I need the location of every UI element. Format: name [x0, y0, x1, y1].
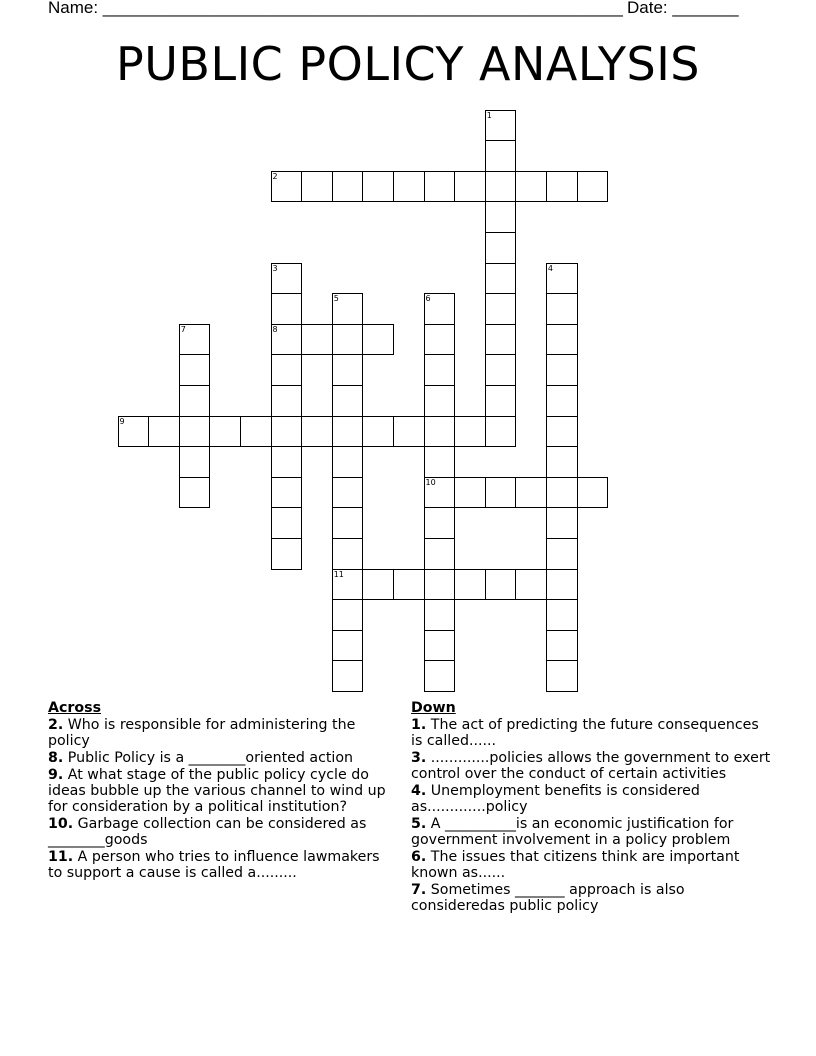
grid-cell[interactable]: [454, 569, 486, 601]
cell-number: 7: [180, 324, 186, 334]
grid-cell[interactable]: [577, 477, 609, 509]
grid-cell[interactable]: [301, 171, 333, 203]
grid-cell[interactable]: [546, 599, 578, 631]
grid-cell[interactable]: [424, 507, 456, 539]
grid-cell[interactable]: [546, 416, 578, 448]
cell-number: 6: [425, 294, 431, 304]
clue-text: A person who tries to influence lawmakers to support a cause is called a.........: [48, 849, 380, 881]
grid-cell[interactable]: [454, 416, 486, 448]
grid-cell[interactable]: [362, 324, 394, 356]
clue-number: 1.: [411, 717, 427, 733]
down-clue: [411, 750, 771, 782]
grid-cell[interactable]: [424, 446, 456, 478]
grid-cell[interactable]: [271, 324, 303, 356]
grid-cell[interactable]: [577, 171, 609, 203]
date-field-line: Date: _______: [627, 0, 739, 17]
clue-number: 8.: [48, 750, 64, 766]
grid-cell[interactable]: [332, 324, 364, 356]
grid-cell[interactable]: [179, 446, 211, 478]
clue-number: 9.: [48, 767, 64, 783]
grid-cell[interactable]: [301, 416, 333, 448]
grid-cell[interactable]: [271, 477, 303, 509]
cell-number: 9: [119, 416, 125, 426]
clue-text: Public Policy is a ________oriented action: [67, 750, 354, 766]
grid-cell[interactable]: [485, 110, 517, 142]
grid-cell[interactable]: [454, 477, 486, 509]
clue-number: 7.: [411, 882, 427, 898]
grid-cell[interactable]: [332, 385, 364, 417]
grid-cell[interactable]: [362, 171, 394, 203]
grid-cell[interactable]: [546, 507, 578, 539]
grid-cell[interactable]: [240, 416, 272, 448]
grid-cell[interactable]: [332, 354, 364, 386]
clue-text: Unemployment benefits is considered as.............policy: [411, 783, 700, 815]
cell-number: 2: [272, 171, 278, 181]
grid-cell[interactable]: [271, 538, 303, 570]
grid-cell[interactable]: [546, 446, 578, 478]
cell-number: 5: [333, 294, 339, 304]
grid-cell[interactable]: [301, 324, 333, 356]
grid-cell[interactable]: [148, 416, 180, 448]
down-clue: [411, 783, 771, 815]
grid-cell[interactable]: [332, 660, 364, 692]
cell-number: 3: [272, 263, 278, 273]
grid-cell[interactable]: [485, 232, 517, 264]
grid-cell[interactable]: [271, 293, 303, 325]
grid-cell[interactable]: [515, 477, 547, 509]
grid-cell[interactable]: [424, 293, 456, 325]
cell-number: 4: [547, 263, 553, 273]
clue-text: .............policies allows the government to exert control over the conduct of certain activities: [411, 750, 771, 782]
grid-cell[interactable]: [179, 477, 211, 509]
grid-cell[interactable]: [454, 171, 486, 203]
grid-cell[interactable]: [332, 599, 364, 631]
grid-cell[interactable]: [424, 416, 456, 448]
grid-cell[interactable]: [332, 171, 364, 203]
grid-cell[interactable]: [332, 630, 364, 662]
grid-cell[interactable]: [271, 416, 303, 448]
grid-cell[interactable]: [362, 569, 394, 601]
cell-number: 8: [272, 324, 278, 334]
clue-text: Sometimes _______ approach is also consideredas public policy: [411, 882, 685, 914]
grid-cell[interactable]: [179, 354, 211, 386]
grid-cell[interactable]: [546, 354, 578, 386]
grid-cell[interactable]: [332, 416, 364, 448]
grid-cell[interactable]: [485, 324, 517, 356]
across-clue: [48, 816, 398, 848]
across-clues: [48, 700, 398, 882]
grid-cell[interactable]: [424, 630, 456, 662]
clue-number: 5.: [411, 816, 427, 832]
across-heading: Across: [48, 700, 102, 716]
grid-cell[interactable]: [179, 416, 211, 448]
clue-text: Who is responsible for administering the policy: [48, 717, 356, 749]
grid-cell[interactable]: [271, 263, 303, 295]
grid-cell[interactable]: [546, 630, 578, 662]
clue-number: 6.: [411, 849, 427, 865]
clue-text: The act of predicting the future consequences is called......: [411, 717, 759, 749]
down-clue: [411, 717, 771, 749]
cell-number: 11: [333, 569, 344, 579]
grid-cell[interactable]: [424, 660, 456, 692]
down-clue: [411, 882, 771, 914]
grid-cell[interactable]: [546, 660, 578, 692]
grid-cell[interactable]: [485, 263, 517, 295]
cell-number: 10: [425, 477, 436, 487]
grid-cell[interactable]: [515, 569, 547, 601]
name-field-line: Name: _______________________________________________________: [48, 0, 623, 17]
clue-number: 10.: [48, 816, 74, 832]
grid-cell[interactable]: [179, 385, 211, 417]
down-clues: [411, 700, 771, 915]
grid-cell[interactable]: [515, 171, 547, 203]
grid-cell[interactable]: [485, 140, 517, 172]
grid-cell[interactable]: [485, 416, 517, 448]
grid-cell[interactable]: [271, 354, 303, 386]
clue-number: 2.: [48, 717, 64, 733]
grid-cell[interactable]: [332, 293, 364, 325]
grid-cell[interactable]: [546, 385, 578, 417]
grid-cell[interactable]: [332, 446, 364, 478]
clue-text: At what stage of the public policy cycle do ideas bubble up the various channel to wind up for consideration by a political institution?: [48, 767, 386, 815]
cell-number: 1: [486, 110, 492, 120]
grid-cell[interactable]: [485, 354, 517, 386]
grid-cell[interactable]: [332, 477, 364, 509]
clue-number: 4.: [411, 783, 427, 799]
grid-cell[interactable]: [424, 599, 456, 631]
grid-cell[interactable]: [546, 293, 578, 325]
grid-cell[interactable]: [118, 416, 150, 448]
grid-cell[interactable]: [546, 263, 578, 295]
grid-cell[interactable]: [271, 446, 303, 478]
across-clue: [48, 849, 398, 881]
grid-cell[interactable]: [424, 324, 456, 356]
clue-text: The issues that citizens think are important known as......: [411, 849, 740, 881]
across-clue: [48, 717, 398, 749]
grid-cell[interactable]: [271, 171, 303, 203]
clue-number: 11.: [48, 849, 74, 865]
grid-cell[interactable]: [546, 477, 578, 509]
grid-cell[interactable]: [424, 538, 456, 570]
grid-cell[interactable]: [393, 171, 425, 203]
grid-cell[interactable]: [424, 477, 456, 509]
grid-cell[interactable]: [179, 324, 211, 356]
grid-cell[interactable]: [424, 354, 456, 386]
puzzle-title: PUBLIC POLICY ANALYSIS: [115, 37, 700, 91]
grid-cell[interactable]: [424, 171, 456, 203]
grid-cell[interactable]: [546, 324, 578, 356]
down-clue: [411, 849, 771, 881]
grid-cell[interactable]: [485, 171, 517, 203]
grid-cell[interactable]: [424, 569, 456, 601]
clue-text: A __________is an economic justification for government involvement in a policy problem: [411, 816, 734, 848]
grid-cell[interactable]: [485, 385, 517, 417]
grid-cell[interactable]: [332, 538, 364, 570]
grid-cell[interactable]: [485, 201, 517, 233]
grid-cell[interactable]: [485, 293, 517, 325]
grid-cell[interactable]: [424, 385, 456, 417]
down-clue: [411, 816, 771, 848]
across-clue: [48, 767, 398, 815]
grid-cell[interactable]: [393, 416, 425, 448]
grid-cell[interactable]: [393, 569, 425, 601]
clue-number: 3.: [411, 750, 427, 766]
grid-cell[interactable]: [332, 507, 364, 539]
grid-cell[interactable]: [546, 171, 578, 203]
clue-text: Garbage collection can be considered as ________goods: [48, 816, 367, 848]
grid-cell[interactable]: [271, 385, 303, 417]
grid-cell[interactable]: [485, 569, 517, 601]
grid-cell[interactable]: [546, 538, 578, 570]
down-heading: Down: [411, 700, 456, 716]
grid-cell[interactable]: [485, 477, 517, 509]
grid-cell[interactable]: [209, 416, 241, 448]
grid-cell[interactable]: [546, 569, 578, 601]
across-clue: [48, 750, 398, 766]
grid-cell[interactable]: [332, 569, 364, 601]
grid-cell[interactable]: [271, 507, 303, 539]
grid-cell[interactable]: [362, 416, 394, 448]
